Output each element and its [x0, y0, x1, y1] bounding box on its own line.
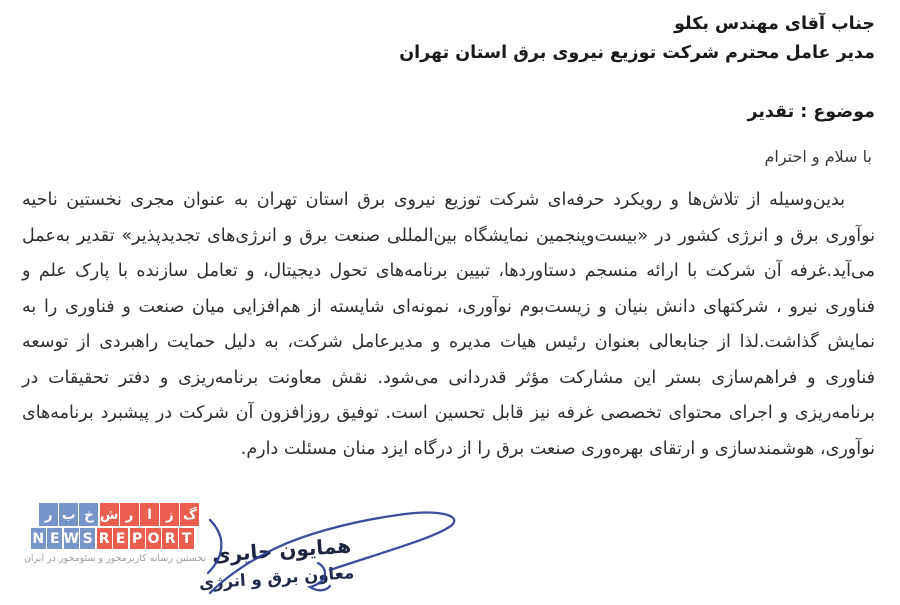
logo-tile: T: [179, 528, 194, 549]
recipient-role: مدیر عامل محترم شرکت توزیع نیروی برق استان تهران: [399, 43, 875, 63]
signer-name: همایون حایری: [211, 533, 352, 567]
logo-tile: ش: [100, 503, 119, 526]
salutation-line: با سلام و احترام: [764, 147, 872, 166]
logo-english-row: [30, 528, 200, 549]
logo-tile: O: [146, 528, 161, 549]
logo-tile: ب: [59, 503, 78, 526]
logo-tile: ز: [160, 503, 179, 526]
logo-tile: P: [130, 528, 145, 549]
logo-tile: خ: [79, 503, 98, 526]
logo-tile: W: [64, 528, 79, 549]
newsreport-watermark-logo: [23, 503, 207, 564]
recipient-block: [399, 10, 875, 68]
signer-title: معاون برق و انرژی: [198, 563, 355, 593]
logo-tile: E: [113, 528, 128, 549]
logo-tagline: نخستین رسانه کاربرمحور و سئومحور در ایران: [23, 553, 207, 564]
letter-body: بدین‌وسیله از تلاش‌ها و رویکرد حرفه‌ای شرکت توزیع نیروی برق استان تهران به عنوان مجری نخستین ناحیه نوآوری برق و انرژی کشور در «بیست‌وپنجمین نمایشگاه بین‌المللی صنعت برق و انرژی‌های تجدیدپذیر» تقدیر به‌عمل می‌آید.غرفه آن شرکت با ارائه منسجم دستاوردها، تبیین برنامه‌های تحول دیجیتال، و تعامل سازنده با پارک علم و فناوری نیرو ، شرکتهای دانش بنیان و زیست‌بوم نوآوری، نمونه‌ای شایسته از هم‌افزایی میان صنعت و فناوری را به نمایش گذاشت.لذا از جنابعالی بعنوان رئیس هیات مدیره و مدیرعامل شرکت، به دلیل حمایت راهبردی از توسعه فناوری و فراهم‌سازی بستر این مشارکت مؤثر قدردانی می‌شود. نقش معاونت برنامه‌ریزی و دفتر تحقیقات در برنامه‌ریزی و اجرای محتوای تخصصی غرفه نیز قابل تحسین است. توفیق روزافزون آن شرکت در پیشبرد برنامه‌های نوآوری، هوشمندسازی و ارتقای بهره‌وری صنعت برق را از درگاه ایزد منان مسئلت دارم.: [22, 190, 875, 459]
logo-tile: R: [97, 528, 112, 549]
recipient-name: جناب آقای مهندس بکلو: [674, 14, 875, 34]
logo-tile: ر: [39, 503, 58, 526]
logo-tile: R: [162, 528, 177, 549]
signature-block: [183, 528, 381, 597]
logo-tile: N: [31, 528, 46, 549]
logo-tile: E: [47, 528, 62, 549]
logo-tile: ر: [120, 503, 139, 526]
logo-tile: گ: [180, 503, 199, 526]
logo-tile: ا: [140, 503, 159, 526]
logo-persian-row: [30, 503, 200, 526]
logo-tile: S: [80, 528, 95, 549]
subject-line: موضوع : تقدیر: [747, 102, 875, 122]
